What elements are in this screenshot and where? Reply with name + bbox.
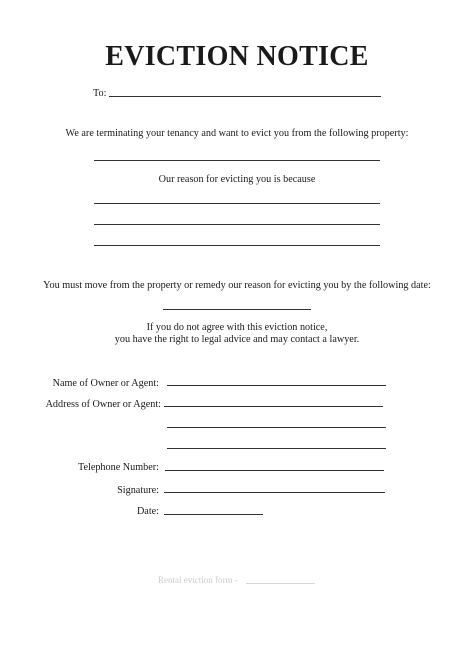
date-label: Date: bbox=[136, 506, 159, 517]
telephone-line[interactable] bbox=[165, 470, 384, 471]
advice-line-1: If you do not agree with this eviction notice, bbox=[146, 322, 328, 333]
signature-line[interactable] bbox=[164, 492, 385, 493]
telephone-label: Telephone Number: bbox=[77, 462, 159, 473]
to-line[interactable] bbox=[109, 96, 381, 97]
owner-address-line-1[interactable] bbox=[164, 406, 383, 407]
signature-label: Signature: bbox=[117, 485, 159, 496]
advice-line-2: you have the right to legal advice and may contact a lawyer. bbox=[114, 334, 360, 345]
footer-line bbox=[246, 583, 315, 584]
document-title: EVICTION NOTICE bbox=[105, 41, 369, 72]
move-text: You must move from the property or remedy our reason for evicting you by the following date: bbox=[43, 280, 431, 291]
owner-address-label: Address of Owner or Agent: bbox=[45, 399, 161, 410]
property-line[interactable] bbox=[94, 160, 380, 161]
intro-text: We are terminating your tenancy and want to evict you from the following property: bbox=[65, 128, 409, 139]
to-label: To: bbox=[93, 88, 107, 99]
date-line[interactable] bbox=[164, 514, 263, 515]
owner-address-line-3[interactable] bbox=[167, 448, 386, 449]
reason-line-3[interactable] bbox=[94, 245, 380, 246]
footer-text: Rental eviction form - bbox=[158, 575, 238, 585]
owner-name-line[interactable] bbox=[167, 385, 386, 386]
reason-line-1[interactable] bbox=[94, 203, 380, 204]
reason-line-2[interactable] bbox=[94, 224, 380, 225]
reason-label: Our reason for evicting you is because bbox=[158, 174, 316, 185]
move-date-line[interactable] bbox=[163, 309, 311, 310]
owner-address-line-2[interactable] bbox=[167, 427, 386, 428]
owner-name-label: Name of Owner or Agent: bbox=[52, 378, 159, 389]
